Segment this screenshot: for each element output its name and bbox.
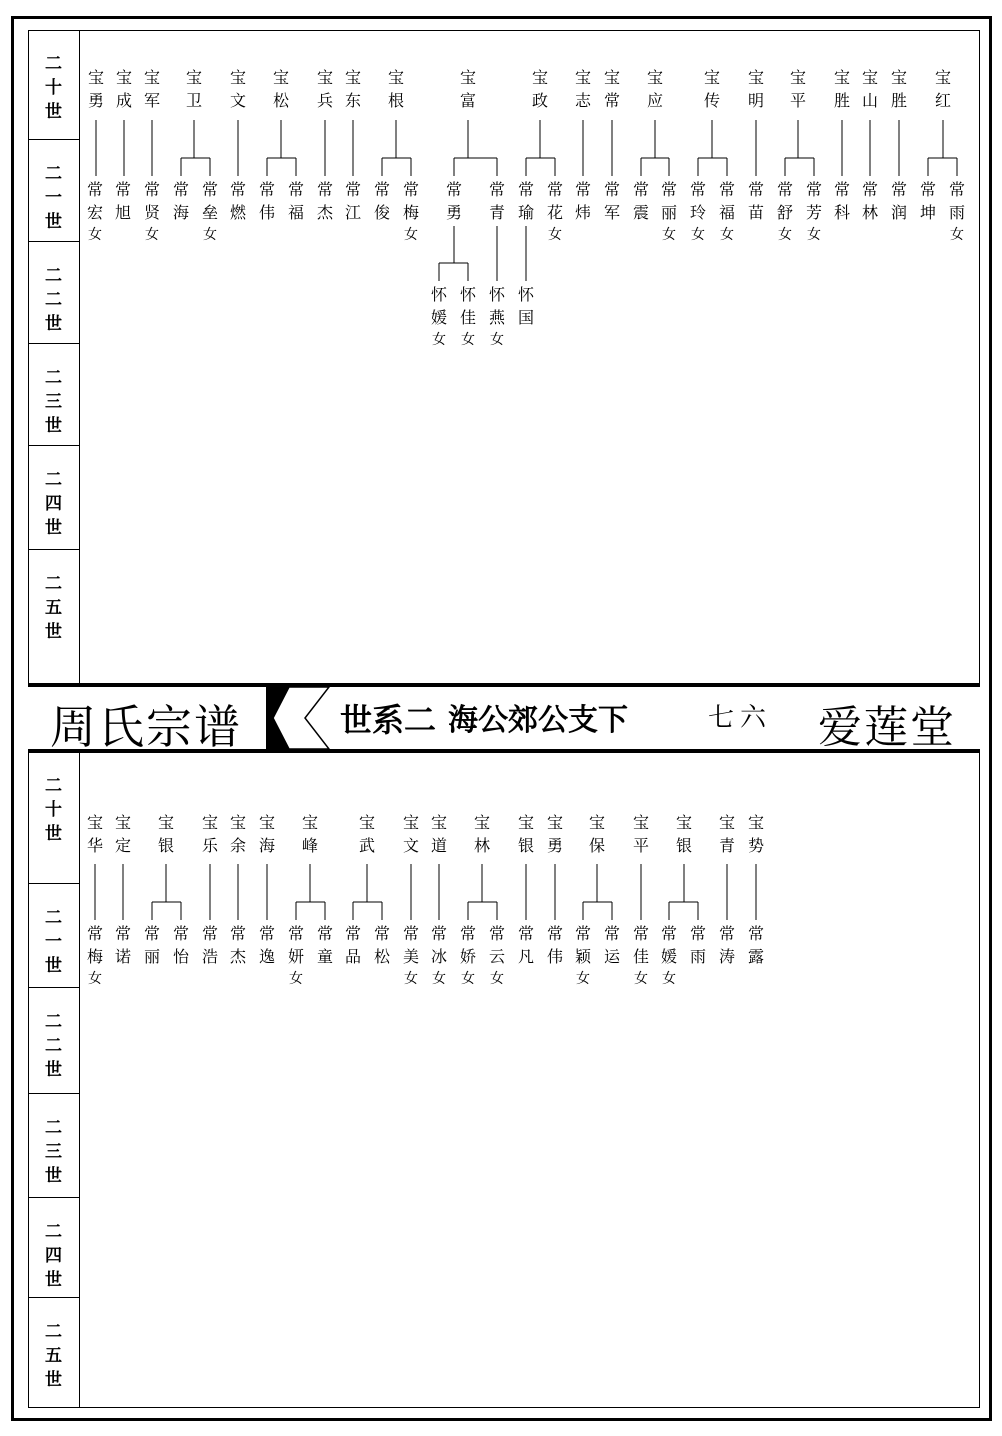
- ancestor-gen20: 宝定: [114, 813, 131, 855]
- descendant-gen21: 常青: [488, 180, 505, 222]
- ancestor-gen20: 宝成: [115, 68, 132, 110]
- upper-gen-24: 二四世: [28, 446, 79, 550]
- lower-gen-21: 二一世: [28, 884, 79, 988]
- descendant-gen21: 常丽: [660, 180, 677, 222]
- descendant-gen21: 常林: [861, 180, 878, 222]
- ancestor-gen20: 宝海: [258, 813, 275, 855]
- gender-tag: 女: [432, 332, 446, 348]
- descendant-gen21: 常花: [546, 180, 563, 222]
- gender-tag: 女: [950, 227, 964, 243]
- gender-tag: 女: [432, 971, 446, 987]
- ancestor-gen20: 宝志: [574, 68, 591, 110]
- ancestor-gen20: 宝势: [747, 813, 764, 855]
- descendant-gen21: 常佳: [632, 924, 649, 966]
- descendant-gen22: 怀媛: [430, 285, 447, 327]
- descendant-gen21: 常润: [890, 180, 907, 222]
- descendant-gen21: 常苗: [747, 180, 764, 222]
- descendant-gen21: 常妍: [287, 924, 304, 966]
- descendant-gen21: 常宏: [86, 180, 103, 222]
- ancestor-gen20: 宝银: [675, 813, 692, 855]
- ancestor-gen20: 宝银: [517, 813, 534, 855]
- descendant-gen21: 常舒: [776, 180, 793, 222]
- page-number: 七六: [708, 703, 773, 733]
- lower-gen-23: 二三世: [28, 1094, 79, 1198]
- upper-gen-22: 二二世: [28, 242, 79, 344]
- gender-tag: 女: [203, 227, 217, 243]
- descendant-gen21: 常伟: [546, 924, 563, 966]
- descendant-gen21: 常娇: [459, 924, 476, 966]
- title-banner: [28, 684, 980, 752]
- descendant-gen21: 常旭: [114, 180, 131, 222]
- descendant-gen21: 常涛: [718, 924, 735, 966]
- series-label: 世系二: [340, 701, 437, 739]
- lower-gen-20: 二十世: [28, 752, 79, 884]
- ancestor-gen20: 宝应: [646, 68, 663, 110]
- descendant-gen21: 常炜: [574, 180, 591, 222]
- descendant-gen21: 常杰: [316, 180, 333, 222]
- ancestor-gen20: 宝青: [718, 813, 735, 855]
- descendant-gen21: 常露: [747, 924, 764, 966]
- ancestor-gen20: 宝道: [430, 813, 447, 855]
- ancestor-gen20: 宝文: [402, 813, 419, 855]
- ancestor-gen20: 宝银: [157, 813, 174, 855]
- gender-tag: 女: [778, 227, 792, 243]
- descendant-gen21: 常诺: [114, 924, 131, 966]
- descendant-gen21: 常勇: [445, 180, 462, 222]
- gender-tag: 女: [662, 227, 676, 243]
- ancestor-gen20: 宝松: [272, 68, 289, 110]
- gender-tag: 女: [88, 227, 102, 243]
- lower-gen-25: 二五世: [45, 1322, 62, 1390]
- ancestor-gen20: 宝勇: [87, 68, 104, 110]
- ancestor-gen20: 宝保: [588, 813, 605, 855]
- descendant-gen21: 常梅: [86, 924, 103, 966]
- ancestor-gen20: 宝峰: [301, 813, 318, 855]
- gender-tag: 女: [548, 227, 562, 243]
- descendant-gen21: 常科: [833, 180, 850, 222]
- banner-separator: [266, 687, 295, 749]
- descendant-gen21: 常玲: [689, 180, 706, 222]
- descendant-gen21: 常贤: [143, 180, 160, 222]
- descendant-gen21: 常怡: [172, 924, 189, 966]
- ancestor-gen20: 宝根: [387, 68, 404, 110]
- ancestor-gen20: 宝山: [861, 68, 878, 110]
- ancestor-gen20: 宝红: [934, 68, 951, 110]
- descendant-gen21: 常雨: [948, 180, 965, 222]
- descendant-gen21: 常松: [373, 924, 390, 966]
- genealogy-title: 周氏宗谱: [50, 700, 242, 754]
- gender-tag: 女: [404, 971, 418, 987]
- ancestor-gen20: 宝胜: [833, 68, 850, 110]
- gender-tag: 女: [807, 227, 821, 243]
- ancestor-gen20: 宝明: [747, 68, 764, 110]
- ancestor-gen20: 宝传: [703, 68, 720, 110]
- ancestor-gen20: 宝华: [86, 813, 103, 855]
- gender-tag: 女: [145, 227, 159, 243]
- gender-tag: 女: [461, 971, 475, 987]
- hall-name: 爱莲堂: [818, 702, 956, 753]
- gender-tag: 女: [88, 971, 102, 987]
- descendant-gen21: 常垒: [201, 180, 218, 222]
- descendant-gen21: 常颖: [574, 924, 591, 966]
- descendant-gen21: 常俊: [373, 180, 390, 222]
- ancestor-gen20: 宝林: [473, 813, 490, 855]
- descendant-gen21: 常瑜: [517, 180, 534, 222]
- ancestor-gen20: 宝常: [603, 68, 620, 110]
- descendant-gen21: 常杰: [229, 924, 246, 966]
- descendant-gen21: 常坤: [919, 180, 936, 222]
- gender-tag: 女: [461, 332, 475, 348]
- ancestor-gen20: 宝平: [789, 68, 806, 110]
- descendant-gen21: 常媛: [660, 924, 677, 966]
- descendant-gen21: 常梅: [402, 180, 419, 222]
- descendant-gen21: 常雨: [689, 924, 706, 966]
- ancestor-gen20: 宝卫: [185, 68, 202, 110]
- descendant-gen21: 常美: [402, 924, 419, 966]
- descendant-gen22: 怀国: [517, 285, 534, 327]
- ancestor-gen20: 宝军: [143, 68, 160, 110]
- gender-tag: 女: [289, 971, 303, 987]
- lower-gen-24: 二四世: [28, 1198, 79, 1298]
- descendant-gen21: 常燃: [229, 180, 246, 222]
- ancestor-gen20: 宝乐: [201, 813, 218, 855]
- ancestor-gen20: 宝文: [229, 68, 246, 110]
- descendant-gen21: 常云: [488, 924, 505, 966]
- ancestor-gen20: 宝富: [459, 68, 476, 110]
- upper-gen-23: 二三世: [28, 344, 79, 446]
- descendant-gen21: 常童: [316, 924, 333, 966]
- descendant-gen21: 常福: [718, 180, 735, 222]
- ancestor-gen20: 宝政: [531, 68, 548, 110]
- ancestor-gen20: 宝勇: [546, 813, 563, 855]
- ancestor-gen20: 宝胜: [890, 68, 907, 110]
- gender-tag: 女: [691, 227, 705, 243]
- descendant-gen21: 常品: [344, 924, 361, 966]
- gender-tag: 女: [490, 332, 504, 348]
- descendant-gen21: 常福: [287, 180, 304, 222]
- upper-generation-column: [28, 30, 80, 684]
- ancestor-gen20: 宝余: [229, 813, 246, 855]
- descendant-gen21: 常江: [344, 180, 361, 222]
- descendant-gen21: 常逸: [258, 924, 275, 966]
- descendant-gen21: 常伟: [258, 180, 275, 222]
- gender-tag: 女: [576, 971, 590, 987]
- upper-gen-21: 二一世: [28, 140, 79, 242]
- descendant-gen21: 常冰: [430, 924, 447, 966]
- lower-generation-column: [28, 752, 80, 1408]
- descendant-gen21: 常军: [603, 180, 620, 222]
- branch-label: 海公郊公支下: [448, 703, 628, 738]
- gender-tag: 女: [662, 971, 676, 987]
- descendant-gen22: 怀燕: [488, 285, 505, 327]
- descendant-gen21: 常海: [172, 180, 189, 222]
- gender-tag: 女: [404, 227, 418, 243]
- descendant-gen21: 常芳: [805, 180, 822, 222]
- gender-tag: 女: [634, 971, 648, 987]
- descendant-gen21: 常浩: [201, 924, 218, 966]
- descendant-gen21: 常震: [632, 180, 649, 222]
- lower-gen-22: 二二世: [28, 988, 79, 1094]
- upper-gen-25: 二五世: [45, 574, 62, 642]
- ancestor-gen20: 宝东: [344, 68, 361, 110]
- descendant-gen22: 怀佳: [459, 285, 476, 327]
- upper-panel: [28, 30, 980, 684]
- descendant-gen21: 常丽: [143, 924, 160, 966]
- descendant-gen21: 常凡: [517, 924, 534, 966]
- ancestor-gen20: 宝兵: [316, 68, 333, 110]
- ancestor-gen20: 宝武: [358, 813, 375, 855]
- ancestor-gen20: 宝平: [632, 813, 649, 855]
- gender-tag: 女: [490, 971, 504, 987]
- upper-gen-20: 二十世: [28, 30, 79, 140]
- descendant-gen21: 常运: [603, 924, 620, 966]
- gender-tag: 女: [720, 227, 734, 243]
